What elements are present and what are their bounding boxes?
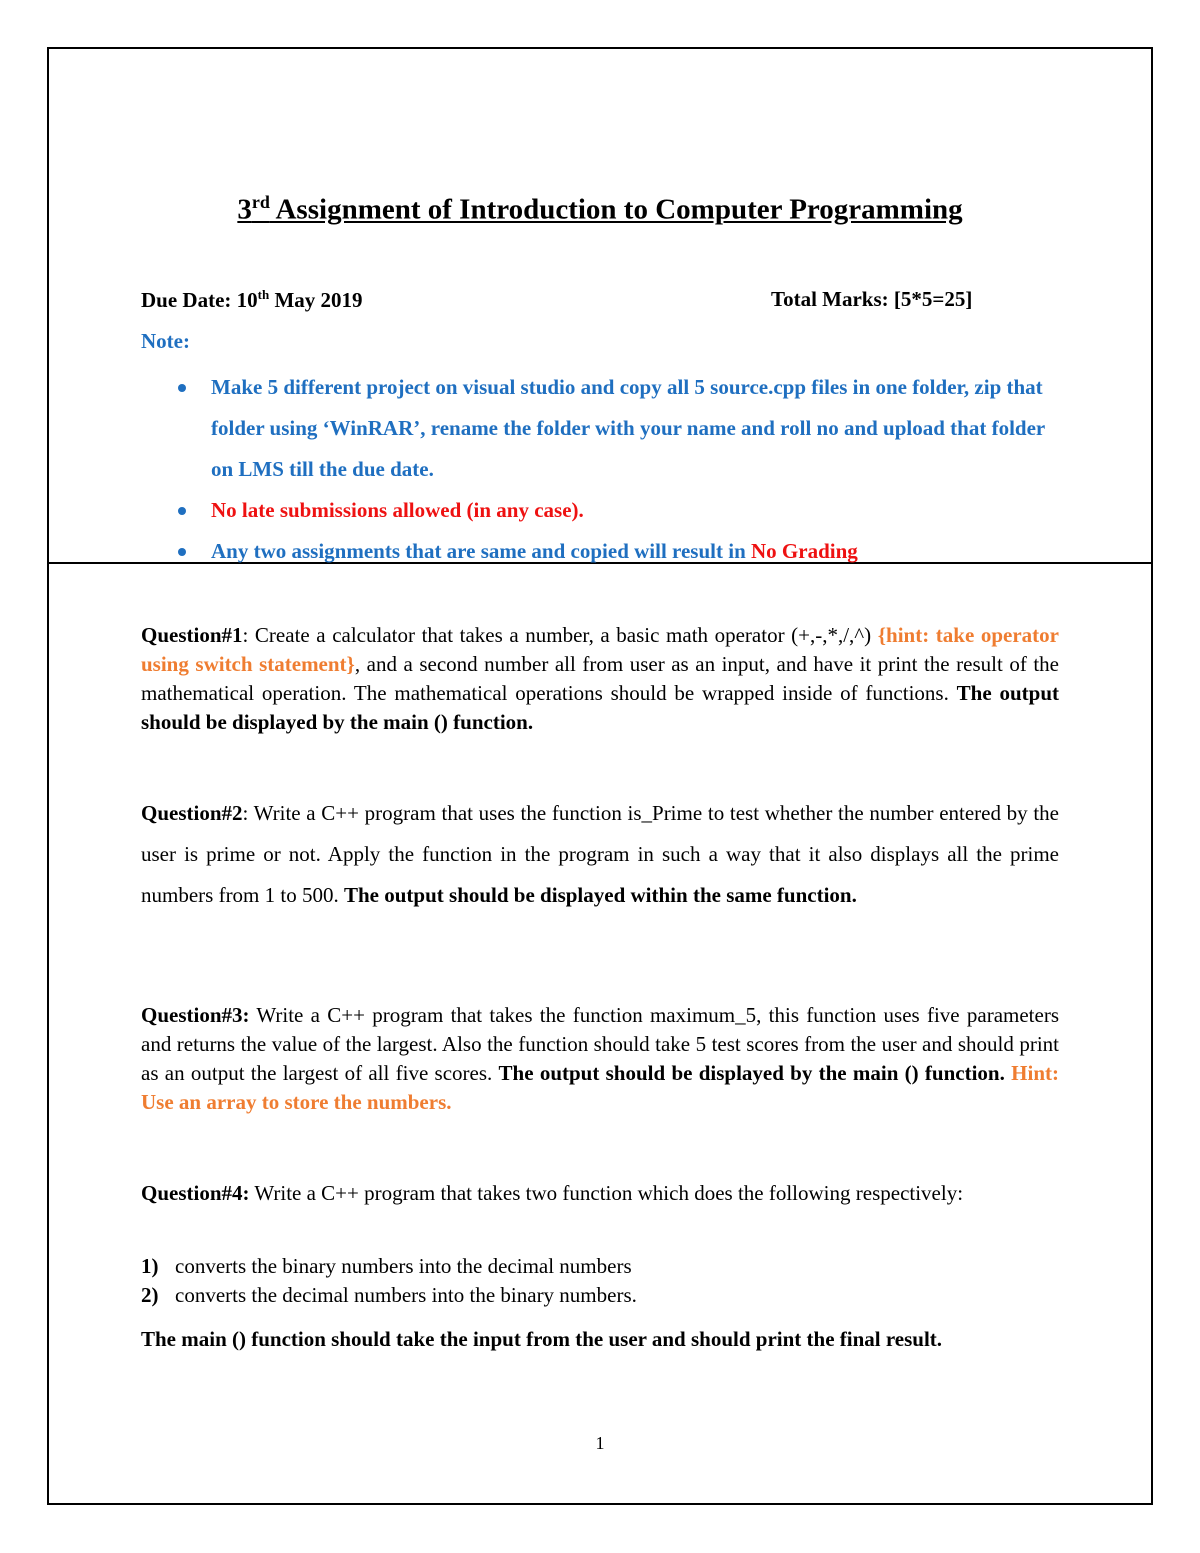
notes-list: [167, 367, 1067, 572]
question-2: Question#2: Write a C++ program that uses the function is_Prime to test whether the number entered by the user is prime or not. Apply the function in the program in such a way that it also displays all the prime numbers from 1 to 500. The output should be displayed within the same function.: [141, 801, 1059, 907]
page-number: 1: [595, 1433, 605, 1453]
list-item: 1) converts the binary numbers into the decimal numbers: [141, 1254, 632, 1278]
note-item: Make 5 different project on visual studio and copy all 5 source.cpp files in one folder, zip that folder using ‘WinRAR’, rename the folder with your name and roll no and upload that folder on LMS till the due date.: [167, 367, 1067, 490]
question-3: Question#3: Write a C++ program that takes the function maximum_5, this function uses five parameters and returns the value of the largest. Also the function should take 5 test scores from the user and should print as an output the largest of all five scores. The output should be displayed by the main () function. Hint: Use an array to store the numbers.: [141, 1003, 1059, 1114]
bullet-icon: [178, 384, 186, 392]
note-item: Any two assignments that are same and copied will result in No Grading: [167, 531, 1067, 572]
question-4: Question#4: Write a C++ program that takes two function which does the following respectively:: [141, 1181, 964, 1205]
question-4-final: The main () function should take the input from the user and should print the final result.: [141, 1327, 943, 1351]
note-item: No late submissions allowed (in any case).: [167, 490, 1067, 531]
list-item: 2) converts the decimal numbers into the binary numbers.: [141, 1283, 637, 1307]
page-title: 3rd Assignment of Introduction to Computer Programming: [237, 192, 963, 226]
bullet-icon: [178, 507, 186, 515]
due-date: Due Date: 10th May 2019: [141, 287, 363, 312]
total-marks: Total Marks: [5*5=25]: [771, 287, 973, 311]
question-4-steps: [141, 1252, 637, 1310]
note-label: Note:: [141, 329, 190, 353]
question-1: Question#1: Create a calculator that takes a number, a basic math operator (+,-,*,/,^) {hint: take operator using switch statement}, and a second number all from user as an input, and have it print the result of the mathematical operation. The mathematical operations should be wrapped inside of functions. The output should be displayed by the main () function.: [141, 623, 1060, 734]
bullet-icon: [178, 548, 186, 556]
